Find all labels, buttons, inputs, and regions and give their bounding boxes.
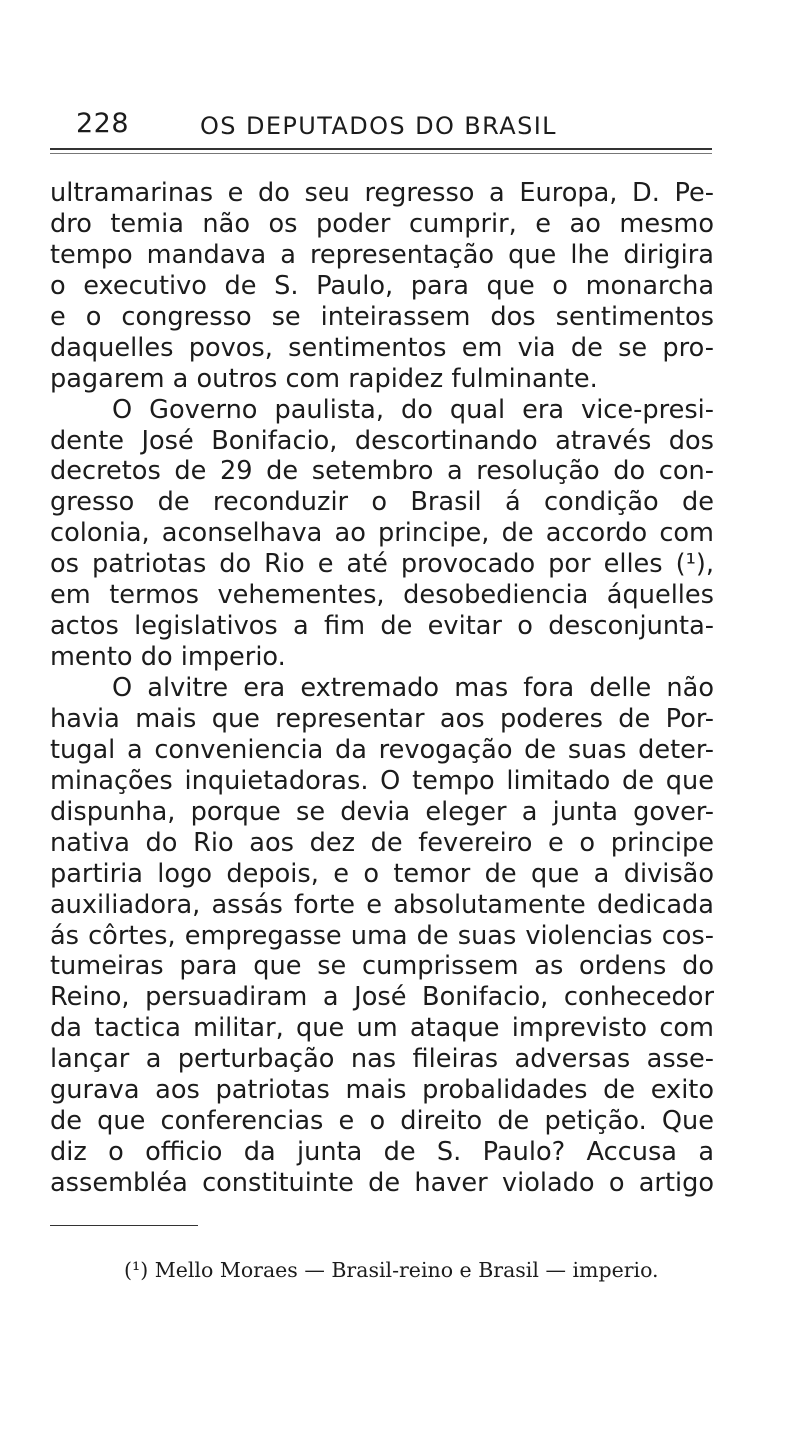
text-line: tempo mandava a representação que lhe dirigira bbox=[50, 239, 714, 270]
text-line: partiria logo depois, e o temor de que a divisão bbox=[50, 858, 714, 889]
text-line: diz o officio da junta de S. Paulo? Accusa a bbox=[50, 1137, 714, 1168]
text-line: O Governo paulista, do qual era vice-presi- bbox=[112, 394, 714, 425]
text-line: o executivo de S. Paulo, para que o monarcha bbox=[50, 270, 714, 301]
text-line: daquelles povos, sentimentos em via de se pro- bbox=[50, 332, 714, 363]
text-line: gresso de reconduzir o Brasil á condição de bbox=[50, 487, 714, 518]
text-line: mento do imperio. bbox=[50, 642, 286, 673]
text-line: ultramarinas e do seu regresso a Europa, D. Pe- bbox=[50, 178, 714, 208]
text-line: minações inquietadoras. O tempo limitado de que bbox=[50, 765, 714, 796]
text-line: de que conferencias e o direito de petição. Que bbox=[50, 1106, 714, 1137]
text-line: em termos vehementes, desobediencia áquelles bbox=[50, 580, 714, 611]
footnote: (¹) Mello Moraes — Brasil-reino e Brasil — imperio. bbox=[124, 1258, 659, 1282]
text-line: havia mais que representar aos poderes de Por- bbox=[50, 703, 714, 734]
page-number: 228 bbox=[76, 108, 130, 139]
footnote-rule bbox=[50, 1225, 198, 1226]
text-line: O alvitre era extremado mas fora delle não bbox=[112, 673, 714, 703]
running-title: OS DEPUTADOS DO BRASIL bbox=[200, 112, 557, 140]
running-head bbox=[50, 108, 712, 142]
text-line: dispunha, porque se devia eleger a junta gover- bbox=[50, 796, 714, 827]
body-text bbox=[50, 178, 714, 1199]
text-line: nativa do Rio aos dez de fevereiro e o principe bbox=[50, 827, 714, 858]
text-line: e o congresso se inteirassem dos sentimentos bbox=[50, 301, 714, 332]
text-line: tugal a conveniencia da revogação de suas deter- bbox=[50, 734, 714, 765]
text-line: gurava aos patriotas mais probalidades de exito bbox=[50, 1075, 714, 1106]
text-line: dente José Bonifacio, descortinando através dos bbox=[50, 425, 714, 456]
text-line: pagarem a outros com rapidez fulminante. bbox=[50, 363, 598, 394]
text-line: actos legislativos a fim de evitar o desconjunta- bbox=[50, 611, 714, 642]
text-line: tumeiras para que se cumprissem as ordens do bbox=[50, 951, 714, 982]
text-line: colonia, aconselhava ao principe, de accordo com bbox=[50, 518, 714, 549]
header-rule bbox=[50, 148, 712, 150]
text-line: Reino, persuadiram a José Bonifacio, conhecedor bbox=[50, 982, 714, 1013]
text-line: dro temia não os poder cumprir, e ao mesmo bbox=[50, 208, 714, 239]
text-line: lançar a perturbação nas fileiras adversas asse- bbox=[50, 1044, 714, 1075]
text-line: da tactica militar, que um ataque imprevisto com bbox=[50, 1013, 714, 1044]
text-line: os patriotas do Rio e até provocado por elles (¹), bbox=[50, 549, 714, 580]
text-line: assembléa constituinte de haver violado o artigo bbox=[50, 1168, 714, 1198]
text-line: decretos de 29 de setembro a resolução do con- bbox=[50, 456, 714, 487]
text-line: ás côrtes, empregasse uma de suas violencias cos- bbox=[50, 920, 714, 951]
text-line: auxiliadora, assás forte e absolutamente dedicada bbox=[50, 889, 714, 920]
header-rule-thin bbox=[50, 153, 712, 154]
